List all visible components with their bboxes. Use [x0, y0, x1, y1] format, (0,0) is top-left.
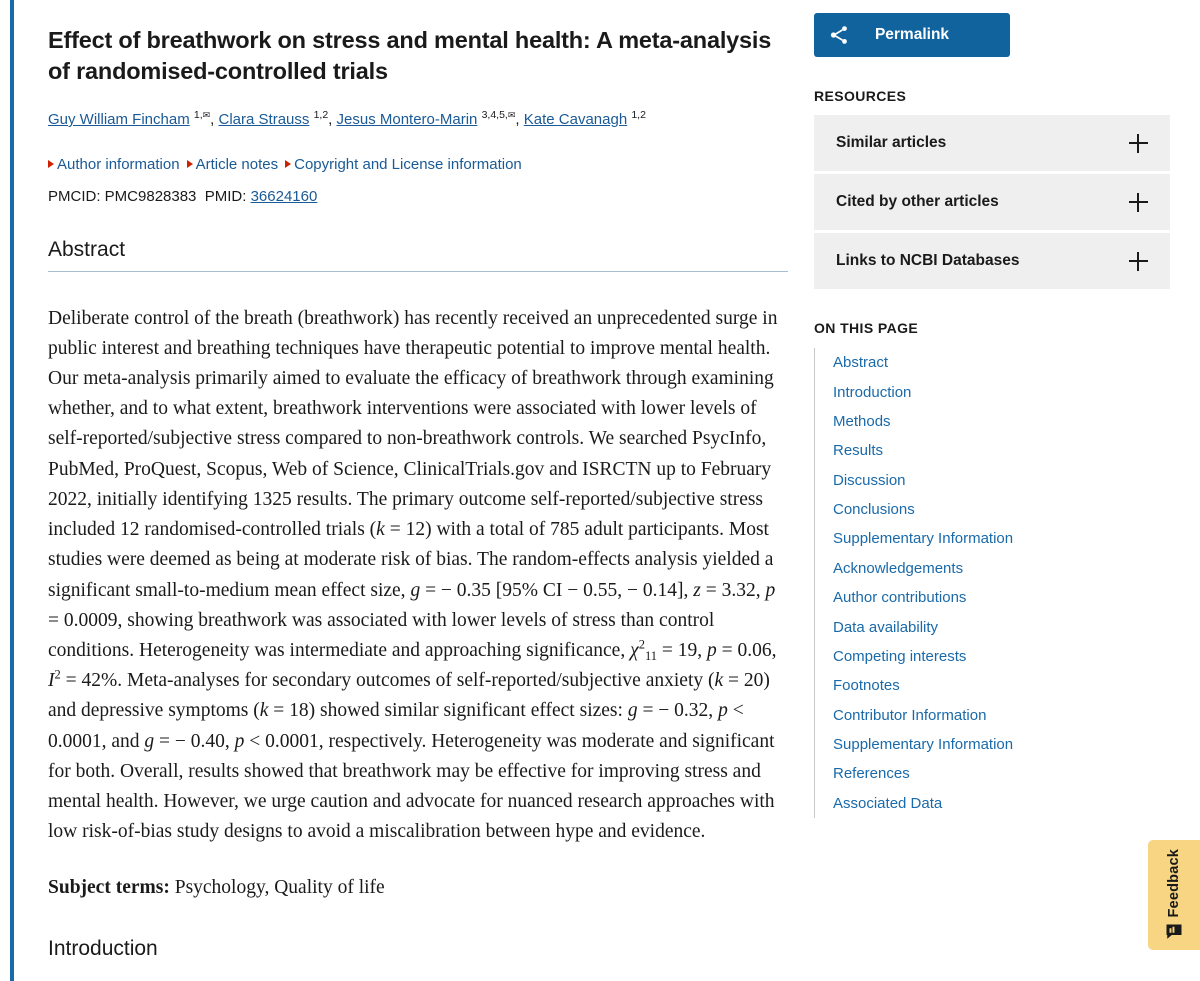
meta-link[interactable]: Article notes [195, 155, 279, 173]
subject-terms-label: Subject terms: [48, 877, 170, 899]
feedback-label: Feedback [1166, 849, 1182, 918]
article-meta-links [48, 154, 788, 175]
article-identifiers [48, 188, 788, 205]
permalink-label: Permalink [874, 26, 950, 43]
accordion-row-similar-articles[interactable] [814, 115, 1170, 171]
pmcid-label: PMCID: [48, 187, 101, 205]
author-affiliation-marker: 1,2 [313, 109, 329, 122]
triangle-right-icon [48, 160, 54, 168]
meta-link[interactable]: Copyright and License information [294, 155, 522, 173]
nav-item-associated-data[interactable]: Associated Data [833, 794, 943, 812]
nav-item-results[interactable]: Results [833, 442, 884, 460]
resources-accordion [814, 115, 1170, 289]
accordion-row-cited-by-other-articles[interactable] [814, 174, 1170, 230]
nav-item-introduction[interactable]: Introduction [833, 383, 912, 401]
nav-item-abstract[interactable]: Abstract [833, 354, 889, 372]
resources-heading: RESOURCES [814, 88, 907, 104]
accordion-label: Similar articles [836, 134, 947, 151]
author-affiliation-marker: 3,4,5,✉ [481, 109, 516, 122]
nav-item-acknowledgements[interactable]: Acknowledgements [833, 559, 964, 577]
plus-icon[interactable] [1129, 134, 1148, 153]
author-list: Guy William Fincham $^{1,✉}$, Clara Strauss $^{1,2}$, Jesus Montero-Marin $^{3,4,5,✉}$, Kate Cavanagh $^{1,2}$ [48, 109, 646, 129]
author-link[interactable]: Jesus Montero-Marin [336, 111, 478, 129]
feedback-tab[interactable] [1148, 840, 1200, 950]
envelope-icon: ✉ [507, 110, 516, 121]
envelope-icon: ✉ [202, 110, 211, 121]
introduction-heading: Introduction [48, 937, 158, 961]
meta-link[interactable]: Author information [57, 155, 180, 173]
page-title: Effect of breathwork on stress and mental health: A meta-analysis of randomised-controlled trials [48, 27, 772, 85]
author-affiliation-marker: 1,✉ [193, 109, 211, 122]
pmid-link[interactable]: 36624160 [250, 187, 318, 205]
author-link[interactable]: Kate Cavanagh [523, 111, 628, 129]
article-column [48, 0, 788, 979]
on-this-page-nav [814, 348, 1170, 818]
nav-item-footnotes[interactable]: Footnotes [833, 677, 900, 695]
triangle-right-icon [285, 160, 291, 168]
nav-item-supplementary-information[interactable]: Supplementary Information [833, 736, 1014, 754]
subject-terms [48, 877, 788, 899]
subject-terms-value: Psychology, Quality of life [174, 877, 385, 899]
author-link[interactable]: Clara Strauss [218, 111, 310, 129]
meta-link-item [285, 156, 529, 173]
plus-icon[interactable] [1129, 252, 1148, 271]
meta-link-item [187, 156, 286, 173]
right-sidebar [814, 0, 1170, 818]
abstract-body: Deliberate control of the breath (breathwork) has recently received an unprecedented surge in public interest and breathing techniques have therapeutic potential to improve mental health. Our meta-analysis primarily aimed to evaluate the efficacy of breathwork through examining whether, and to what extent, breathwork interventions were associated with lower levels of self-reported/subjective stress compared to non-breathwork controls. We searched PsycInfo, PubMed, ProQuest, Scopus, Web of Science, ClinicalTrials.gov and ISRCTN up to February 2022, initially identifying 1325 results. The primary outcome self-reported/subjective stress included 12 randomised-controlled trials (k = 12) with a total of 785 adult participants. Most studies were deemed as being at moderate risk of bias. The random-effects analysis yielded a significant small-to-medium mean effect size, g = − 0.35 [95% CI − 0.55, − 0.14], z = 3.32, p = 0.0009, showing breathwork was associated with lower levels of stress than control conditions. Heterogeneity was intermediate and approaching significance, $\chi^2_{11} = 19$, p = 0.06, $I^2 = 42\%$. Meta-analyses for secondary outcomes of self-reported/subjective anxiety (k = 20) and depressive symptoms (k = 18) showed similar significant effect sizes: g = − 0.32, p < 0.0001, and g = − 0.40, p < 0.0001, respectively. Heterogeneity was moderate and significant for both. Overall, results showed that breathwork may be effective for improving stress and mental health. However, we urge caution and advocate for nuanced research approaches with low risk-of-bias study designs to avoid a miscalibration between hype and evidence. [48, 307, 778, 843]
nav-item-competing-interests[interactable]: Competing interests [833, 647, 967, 665]
accordion-label: Cited by other articles [836, 193, 999, 210]
nav-item-author-contributions[interactable]: Author contributions [833, 589, 967, 607]
nav-item-references[interactable]: References [833, 765, 910, 783]
author-link[interactable]: Guy William Fincham [48, 111, 190, 129]
on-this-page-heading: ON THIS PAGE [814, 320, 919, 336]
permalink-button[interactable] [814, 13, 1010, 57]
meta-link-item [48, 156, 187, 173]
nav-item-contributor-information[interactable]: Contributor Information [833, 706, 987, 724]
nav-item-data-availability[interactable]: Data availability [833, 618, 939, 636]
abstract-heading: Abstract [48, 238, 788, 272]
plus-icon[interactable] [1129, 193, 1148, 212]
accordion-label: Links to NCBI Databases [836, 252, 1020, 269]
nav-item-discussion[interactable]: Discussion [833, 471, 906, 489]
share-icon [828, 24, 850, 46]
accordion-row-links-to-ncbi-databases[interactable] [814, 233, 1170, 289]
feedback-chart-icon [1165, 923, 1183, 941]
pmcid-value: PMC9828383 [104, 187, 197, 205]
nav-item-methods[interactable]: Methods [833, 412, 891, 430]
left-page-rail [10, 0, 14, 981]
pmid-label: PMID: [204, 187, 247, 205]
author-affiliation-marker: 1,2 [631, 109, 646, 122]
nav-item-supplementary-information[interactable]: Supplementary Information [833, 530, 1014, 548]
nav-item-conclusions[interactable]: Conclusions [833, 501, 915, 519]
triangle-right-icon [187, 160, 193, 168]
